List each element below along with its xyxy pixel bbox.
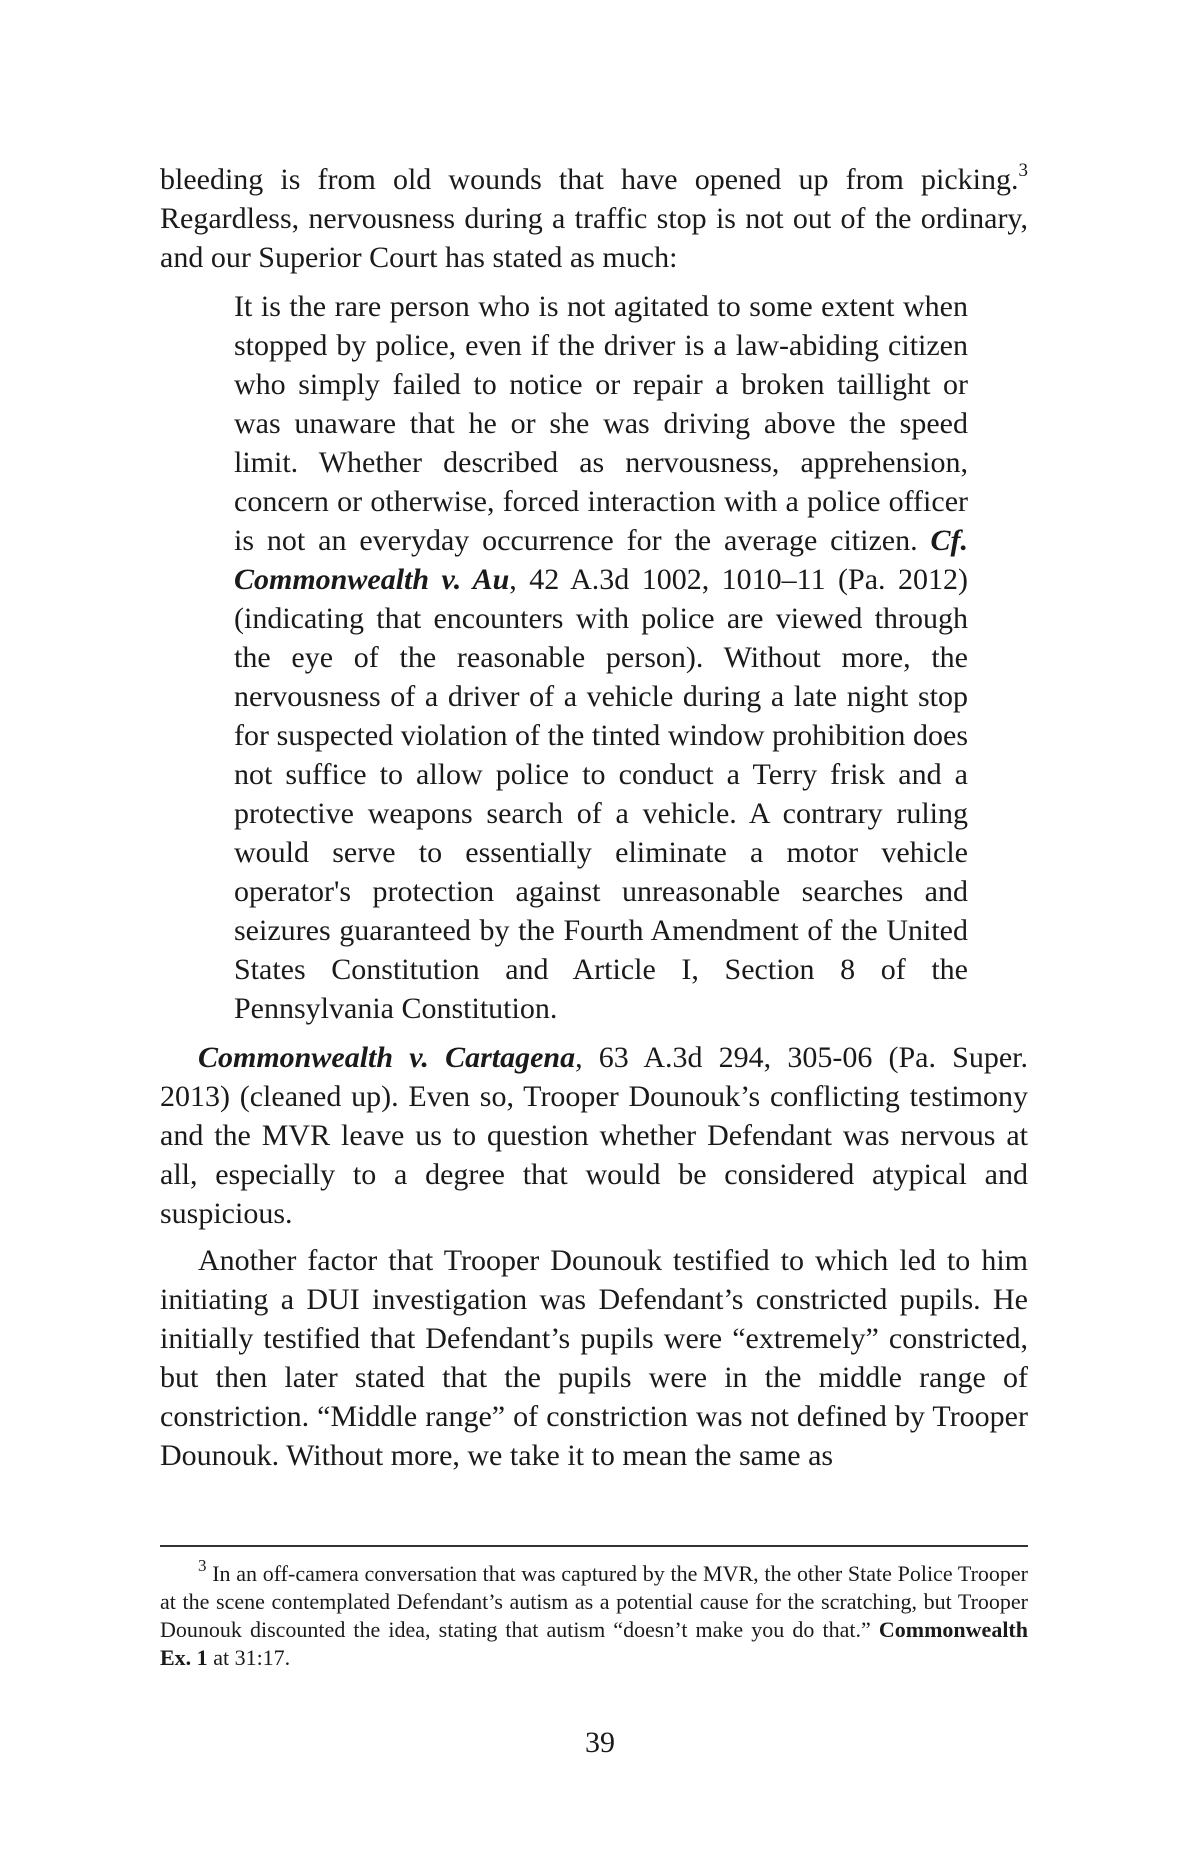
footnote [160, 1555, 1028, 1672]
footnote-number: 3 [198, 1555, 207, 1575]
paragraph-1-text: bleeding is from old wounds that have opened up from picking. [160, 163, 1019, 196]
footnote-reference: 3 [1018, 160, 1028, 181]
footnote-exhibit: Commonwealth Ex. 1 [160, 1617, 1028, 1670]
case-citation: Commonwealth v. Cartagena [198, 1041, 576, 1074]
paragraph-2 [160, 1038, 1028, 1233]
page-number: 39 [585, 1726, 615, 1759]
paragraph-1-text-after: Regardless, nervousness during a traffic stop is not out of the ordinary, and our Superior Court has stated as much: [160, 202, 1028, 274]
footnote-text: In an off-camera conversation that was captured by the MVR, the other State Police Trooper at the scene contemplated Defendant’s autism as a potential cause for the scratching, but Trooper Dounouk discounted the idea, stating that autism “doesn’t make you do that.” [160, 1561, 1028, 1642]
paragraph-1 [160, 160, 1028, 277]
quote-text: It is the rare person who is not agitated to some extent when stopped by police, even if the driver is a law-abiding citizen who simply failed to notice or repair a broken taillight or was unaware that he or she was driving above the speed limit. Whether described as nervousness, apprehension, concern or otherwise, forced interaction with a police officer is not an everyday occurrence for the average citizen. [234, 290, 968, 557]
footnote-text-after: at 31:17. [207, 1645, 291, 1670]
page-body [160, 160, 1028, 1475]
quote-text-after: , 42 A.3d 1002, 1010–11 (Pa. 2012) (indicating that encounters with police are viewed through the eye of the reasonable person). Without more, the nervousness of a driver of a vehicle during a late night stop for suspected violation of the tinted window prohibition does not suffice to allow police to conduct a Terry frisk and a protective weapons search of a vehicle. A contrary ruling would serve to essentially eliminate a motor vehicle operator's protection against unreasonable searches and seizures guaranteed by the Fourth Amendment of the United States Constitution and Article I, Section 8 of the Pennsylvania Constitution. [234, 563, 968, 1025]
footnote-divider [160, 1545, 1028, 1547]
block-quote [234, 287, 968, 1028]
paragraph-3: Another factor that Trooper Dounouk testified to which led to him initiating a DUI investigation was Defendant’s constricted pupils. He initially testified that Defendant’s pupils were “extremely” constricted, but then later stated that the pupils were in the middle range of constriction. “Middle range” of constriction was not defined by Trooper Dounouk. Without more, we take it to mean the same as [160, 1244, 1028, 1472]
paragraph-2-text: , 63 A.3d 294, 305-06 (Pa. Super. 2013) (cleaned up). Even so, Trooper Dounouk’s conflicting testimony and the MVR leave us to question whether Defendant was nervous at all, especially to a degree that would be considered atypical and suspicious. [160, 1041, 1029, 1230]
quote-citation-signal: Cf. Commonwealth v. Au [234, 524, 968, 596]
